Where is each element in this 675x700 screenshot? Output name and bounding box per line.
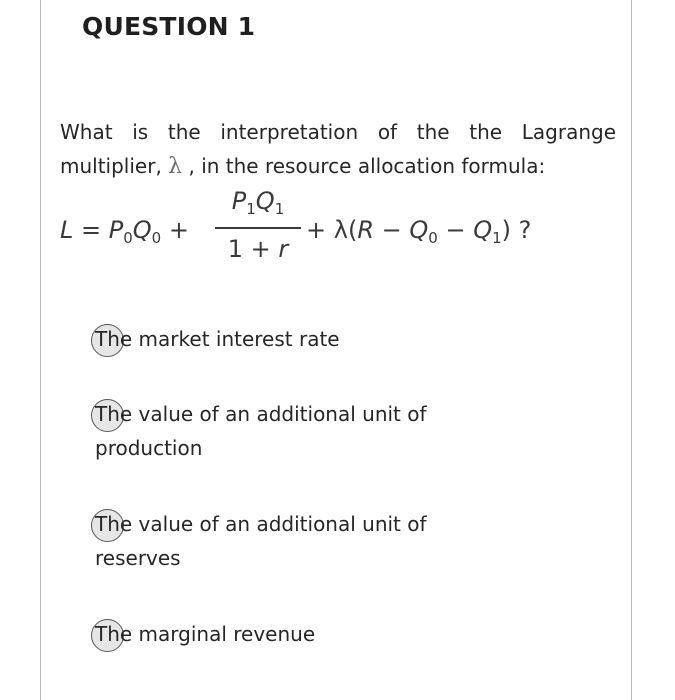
formula-var-r: r bbox=[278, 235, 289, 263]
formula-rhs-sub-Q0: 0 bbox=[428, 229, 438, 247]
formula-plus: + bbox=[161, 216, 189, 244]
formula-equals: = bbox=[73, 216, 109, 244]
formula-rhs-plus: + bbox=[306, 216, 334, 244]
answer-option-label: The marginal revenue bbox=[95, 622, 316, 646]
question-stem-line1: What is the interpretation of the the Lagrange bbox=[60, 120, 616, 144]
formula-var-Q1: Q bbox=[255, 187, 275, 215]
question-title: QUESTION 1 bbox=[82, 12, 256, 41]
formula-numerator bbox=[215, 187, 301, 218]
lagrangian-formula bbox=[60, 187, 600, 269]
formula-den-one: 1 + bbox=[227, 235, 279, 263]
formula-lambda: λ bbox=[333, 216, 348, 244]
question-stem bbox=[60, 115, 616, 184]
formula-var-P0: P bbox=[108, 216, 124, 244]
formula-sub-Q0: 0 bbox=[151, 229, 162, 247]
formula-close-paren: ) bbox=[501, 216, 512, 244]
answer-option-3[interactable] bbox=[95, 507, 515, 575]
question-card bbox=[40, 0, 632, 700]
formula-rhs-sub-Q1: 1 bbox=[492, 229, 502, 247]
stem-text-before: multiplier, bbox=[60, 154, 169, 178]
stem-text-after: , in the resource allocation formula: bbox=[182, 154, 546, 178]
answer-option-4[interactable] bbox=[95, 617, 515, 651]
formula-rhs bbox=[306, 216, 532, 247]
answer-option-label: The market interest rate bbox=[95, 327, 340, 351]
formula-question-mark: ? bbox=[511, 216, 532, 244]
answer-option-1[interactable] bbox=[95, 322, 515, 356]
fraction-bar bbox=[215, 227, 301, 229]
answer-option-label: The value of an additional unit of reserves bbox=[95, 512, 427, 570]
lambda-symbol: λ bbox=[168, 154, 183, 179]
formula-sub-P1: 1 bbox=[246, 200, 256, 218]
formula-sub-P0: 0 bbox=[123, 229, 133, 247]
formula-var-Q0: Q bbox=[132, 216, 152, 244]
formula-rhs-var-Q0: Q bbox=[409, 216, 429, 244]
formula-lhs bbox=[60, 216, 189, 247]
formula-denominator bbox=[215, 235, 301, 263]
answer-option-label: The value of an additional unit of production bbox=[95, 402, 427, 460]
formula-rhs-var-Q1: Q bbox=[473, 216, 493, 244]
formula-minus-1: − bbox=[374, 216, 410, 244]
formula-var-R: R bbox=[357, 216, 375, 244]
answer-option-2[interactable] bbox=[95, 397, 515, 465]
formula-var-P1: P bbox=[231, 187, 247, 215]
formula-minus-2: − bbox=[437, 216, 474, 244]
formula-sub-Q1: 1 bbox=[274, 200, 285, 218]
question-stem-line2 bbox=[60, 149, 616, 184]
formula-open-paren: ( bbox=[347, 216, 358, 244]
formula-var-L: L bbox=[60, 216, 74, 244]
